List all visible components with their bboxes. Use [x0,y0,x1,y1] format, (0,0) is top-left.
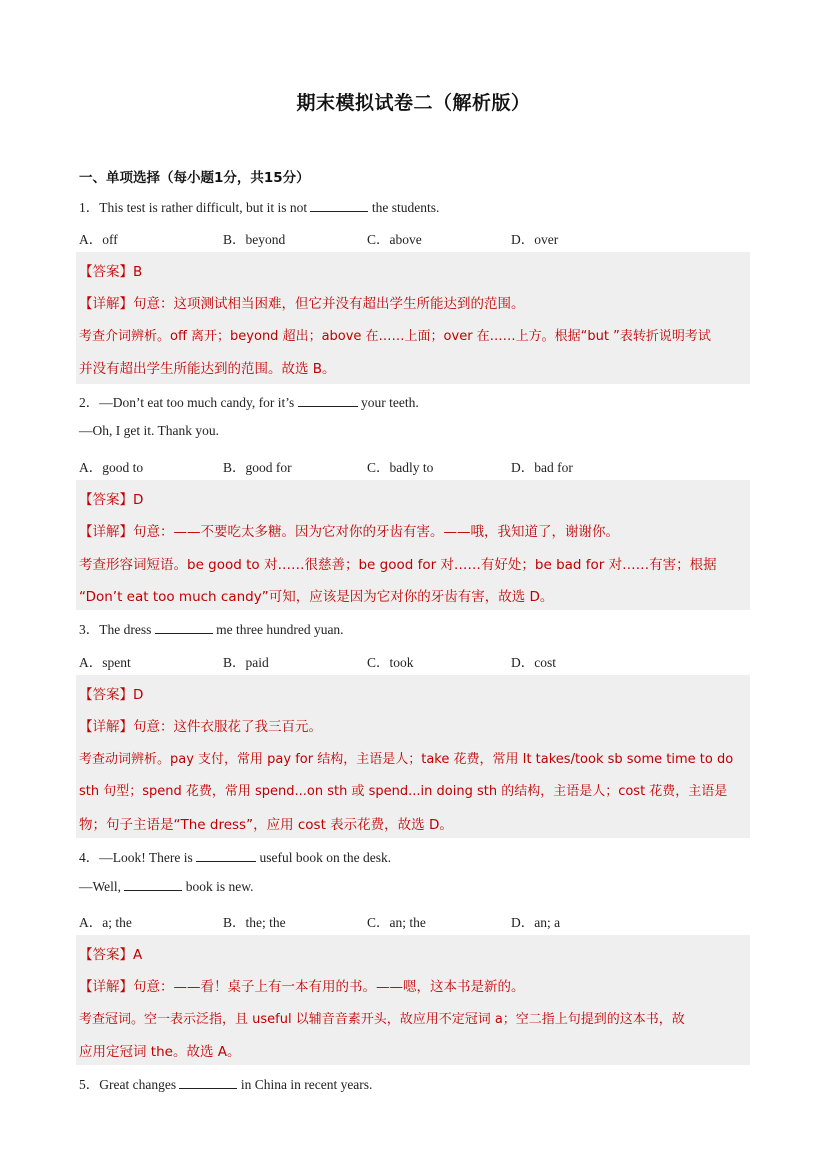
question-1-stem-pre: 1．This test is rather difficult, but it is not [79,200,311,215]
question-2-option-a: A．good to [79,460,144,475]
question-3-stem-pre: 3．The dress [79,622,155,637]
question-1-explain-3: 并没有超出学生所能达到的范围。故选 B。 [79,361,336,377]
question-2-stem [79,391,419,411]
question-3-option-d: D．cost [511,655,556,670]
question-1-stem-post: the students. [368,200,440,215]
question-2-stem-post: your teeth. [357,395,419,410]
question-4-answer-box [76,935,750,1065]
question-2-blank [298,394,358,407]
section-heading: 一、单项选择（每小题1分，共15分） [79,170,310,186]
question-1-option-d: D．over [511,232,559,247]
question-3-stem-post: me three hundred yuan. [212,622,344,637]
question-2-explain-3: “Don’t eat too much candy”可知，应该是因为它对你的牙齿有害，故选 D。 [79,589,554,605]
question-4-stem-post: useful book on the desk. [256,850,392,865]
question-1-explain-2: 考查介词辨析。off 离开；beyond 超出；above 在……上面；over 在……上方。根据“but ”表转折说明考试 [79,329,711,344]
question-2-stem-2: —Oh, I get it. Thank you. [79,423,219,438]
question-3-option-b: B．paid [223,655,269,670]
question-2-explain-2: 考查形容词短语。be good to 对……很慈善；be good for 对……有好处；be bad for 对……有害；根据 [79,557,717,573]
question-1-blank [310,199,368,212]
question-4-blank-1 [196,849,256,862]
question-4-stem-2-post: book is new. [182,879,254,894]
question-5-stem-pre: 5．Great changes [79,1077,180,1092]
question-1-option-b: B．beyond [223,232,286,247]
question-4-explain-2: 考查冠词。空一表示泛指，且 useful 以辅音音素开头，故应用不定冠词 a；空二指上句提到的这本书，故 [79,1012,685,1027]
question-4-explain-1: 【详解】句意：——看！桌子上有一本有用的书。——嗯，这本书是新的。 [79,979,525,995]
question-4-stem-2 [79,878,254,895]
question-1-explain-1: 【详解】句意：这项测试相当困难，但它并没有超出学生所能达到的范围。 [79,296,525,312]
question-3-explain-4: 物；句子主语是“The dress”，应用 cost 表示花费，故选 D。 [79,817,453,833]
question-2-option-c: C．badly to [367,460,434,475]
question-2-explain-1: 【详解】句意：——不要吃太多糖。因为它对你的牙齿有害。——哦，我知道了，谢谢你。 [79,524,619,540]
question-2-answer-box [76,480,750,610]
question-3-answer-box [76,675,750,838]
question-4-stem [79,846,391,866]
question-4-option-b: B．the; the [223,915,286,930]
question-4-answer: 【答案】A [79,947,143,963]
question-3-answer: 【答案】D [79,687,144,703]
question-1-option-a: A．off [79,232,118,247]
question-2-option-b: B．good for [223,460,292,475]
question-4-explain-3: 应用定冠词 the。故选 A。 [79,1044,241,1060]
question-3-explain-3: sth 句型；spend 花费，常用 spend...on sth 或 spend...in doing sth 的结构，主语是人；cost 花费，主语是 [79,784,728,799]
question-3-option-a: A．spent [79,655,131,670]
question-5-stem-post: in China in recent years. [237,1077,373,1092]
question-1-answer-box [76,252,750,384]
question-3-explain-2: 考查动词辨析。pay 支付，常用 pay for 结构，主语是人；take 花费，常用 It takes/took sb some time to do [79,752,734,767]
question-4-option-a: A．a; the [79,915,132,930]
question-3-stem [79,618,344,638]
question-2-option-d: D．bad for [511,460,573,475]
question-4-option-c: C．an; the [367,915,426,930]
question-4-stem-pre: 4．—Look! There is [79,850,197,865]
question-3-explain-1: 【详解】句意：这件衣服花了我三百元。 [79,719,322,735]
question-5-stem [79,1073,372,1093]
question-4-blank-2 [124,878,182,891]
question-4-stem-2-pre: —Well, [79,879,125,894]
question-4-option-d: D．an; a [511,915,561,930]
question-5-blank [179,1076,237,1089]
question-3-blank [155,621,213,634]
question-2-stem-pre: 2．—Don’t eat too much candy, for it’s [79,395,298,410]
question-1-option-c: C．above [367,232,422,247]
question-2-answer: 【答案】D [79,492,144,508]
question-3-option-c: C．took [367,655,414,670]
question-1-stem [79,196,439,216]
page-title: 期末模拟试卷二（解析版） [296,92,531,114]
question-1-answer: 【答案】B [79,264,143,280]
